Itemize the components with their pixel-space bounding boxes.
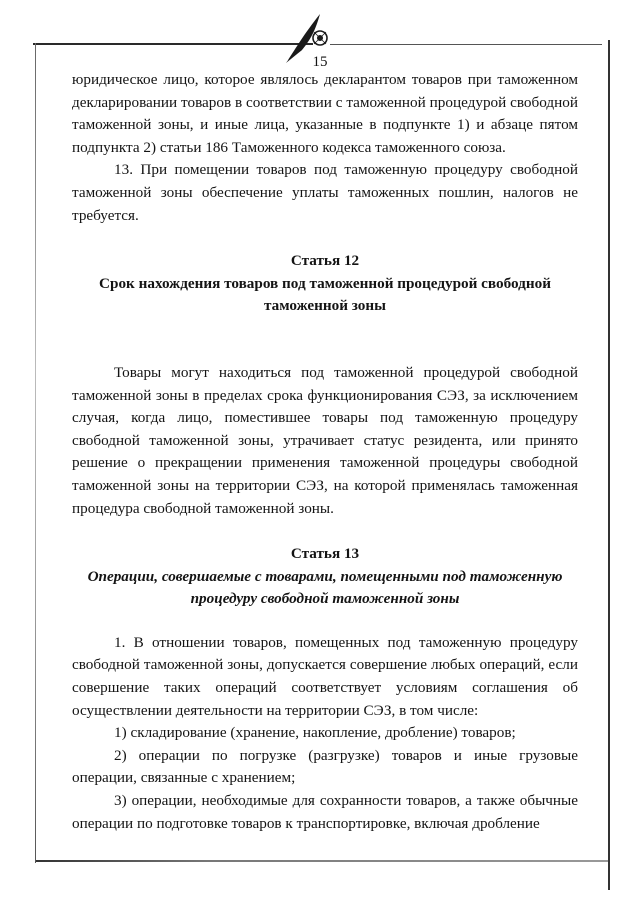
document-body <box>72 69 578 835</box>
scan-border-top-right <box>330 44 602 45</box>
article-13-title: Операции, совершаемые с товарами, помещенными под таможенную процедуру свободной таможенной зоны <box>87 567 563 608</box>
scan-border-top <box>33 43 313 45</box>
article-12-text: Товары могут находиться под таможенной процедурой свободной таможенной зоны в пределах срока функционирования СЭЗ, за исключением случая, когда лицо, поместившее товары под таможенную процедуру свободной таможенной зоны, утрачивает статус резидента, или принято решение о прекращении применения таможенной процедуры свободной таможенной зоны на территории СЭЗ, на которой применялась таможенная процедура свободной таможенной зоны. <box>72 363 578 517</box>
scan-border-left <box>35 43 36 863</box>
article-13-item-1: 1. В отношении товаров, помещенных под таможенную процедуру свободной таможенной зоны, допускается совершение любых операций, если совершение таких операций соответствует условиям соглашения об осуществлении деятельности на территории СЭЗ, в том числе: <box>72 633 578 719</box>
scan-border-bottom <box>36 860 608 862</box>
article-13-subitem-2: 2) операции по погрузке (разгрузке) товаров и иные грузовые операции, связанные с хранением; <box>72 746 578 787</box>
article-12-title: Срок нахождения товаров под таможенной процедурой свободной таможенной зоны <box>99 274 551 315</box>
paragraph-continuation: юридическое лицо, которое являлось декларантом товаров при таможенном декларировании товаров в соответствии с таможенной процедурой свободной таможенной зоны, и иные лица, указанные в подпункте 1) и абзаце пятом подпункта 2) статьи 186 Таможенного кодекса таможенного союза. <box>72 71 578 156</box>
paragraph-item-13: 13. При помещении товаров под таможенную процедуру свободной таможенной зоны обеспечение уплаты таможенных пошлин, налогов не требуется. <box>72 161 578 224</box>
article-13-number: Статья 13 <box>290 545 360 563</box>
article-12-number: Статья 12 <box>290 252 360 270</box>
page-number: 15 <box>312 54 328 70</box>
article-13-subitem-3: 3) операции, необходимые для сохранности товаров, а также обычные операции по подготовке товаров к транспортировке, включая дробление <box>72 792 578 832</box>
scan-border-right <box>608 40 610 890</box>
article-13-subitem-1: 1) складирование (хранение, накопление, дробление) товаров; <box>114 724 516 742</box>
